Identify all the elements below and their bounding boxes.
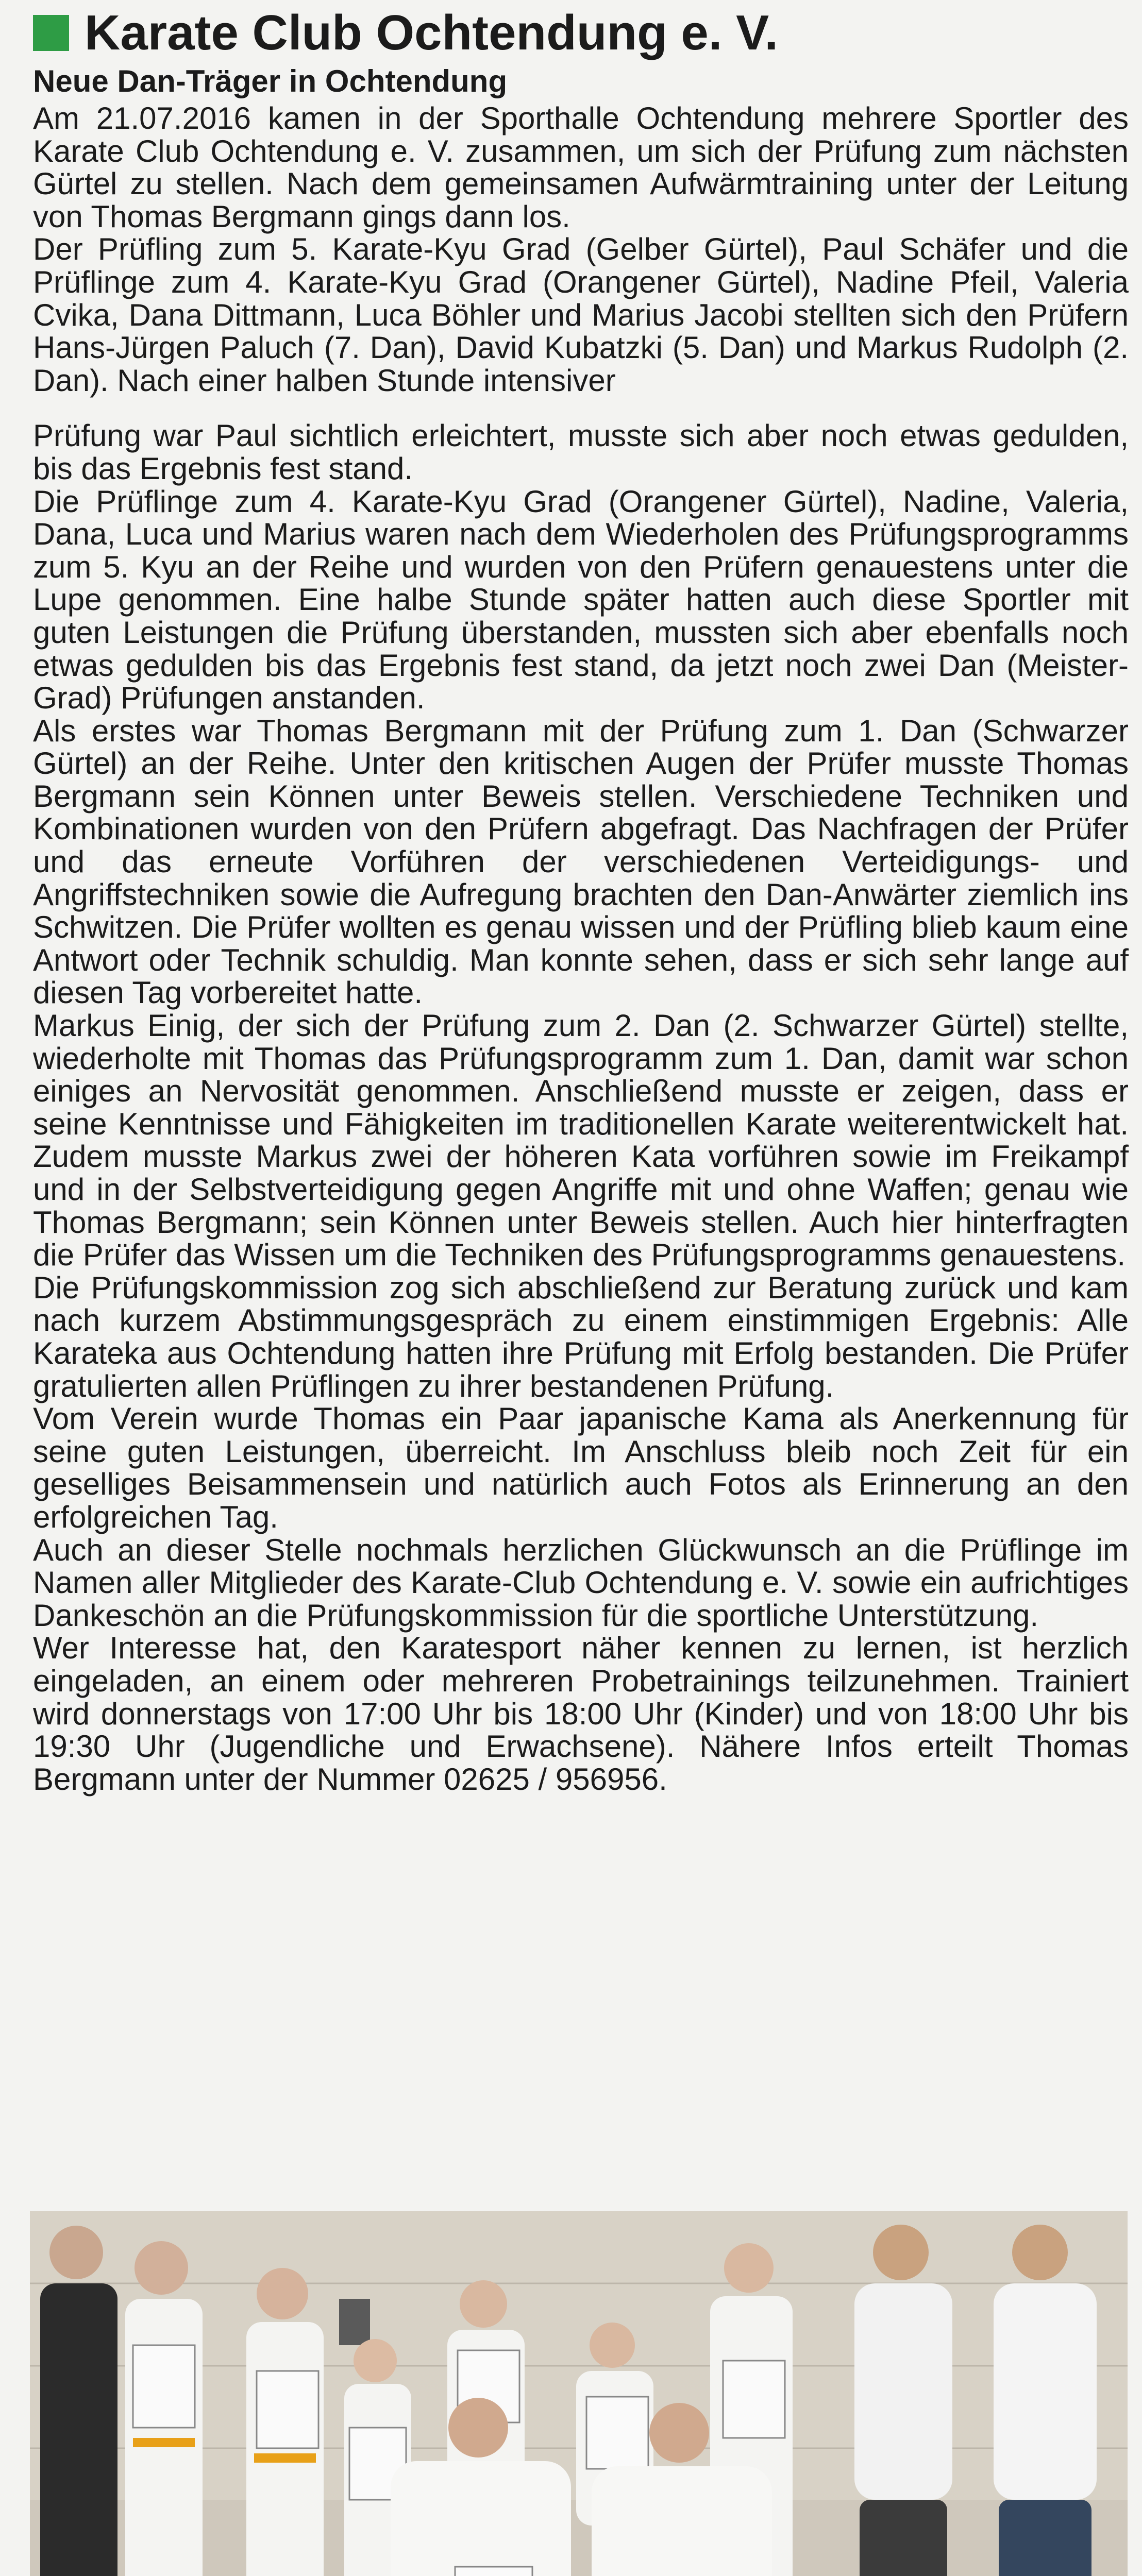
print-gap xyxy=(33,397,1129,419)
article xyxy=(31,3,1129,1795)
green-square-bullet-icon xyxy=(33,15,69,51)
paragraph-first-dan: Als erstes war Thomas Bergmann mit der Prüfung zum 1. Dan (Schwarzer Gürtel) an der Reihe. Unter den kritischen Augen der Prüfer musste Thomas Bergmann sein Können unter Beweis stellen. Verschiedene Techniken und Kombinationen wurden von den Prüfern abgefragt. Das Nachfragen der Prüfer und das erneute Vorführen der verschiedenen Verteidigungs- und Angriffstechniken sowie die Aufregung brachten den Dan-Anwärter ziemlich ins Schwitzen. Die Prüfer wollten es genau wissen und der Prüfling blieb kaum eine Antwort oder Technik schuldig. Man konnte sehen, dass er sich sehr lange auf diesen Tag vorbereitet hatte. xyxy=(33,713,1129,1010)
article-body xyxy=(33,102,1129,1795)
group-photo xyxy=(30,2211,1128,2576)
article-heading xyxy=(31,3,1129,63)
paragraph-training-info: Wer Interesse hat, den Karatesport näher kennen zu lernen, ist herzlich eingeladen, an einem oder mehreren Probetrainings teilzunehmen. Trainiert wird donnerstags von 17:00 Uhr bis 18:00 Uhr (Kinder) und von 18:00 Uhr bis 19:30 Uhr (Jugendliche und Erwachsene). Nähere Infos erteilt Thomas Bergmann unter der Nummer 02625 / 956956. xyxy=(33,1631,1129,1797)
paragraph-kama-gift: Vom Verein wurde Thomas ein Paar japanische Kama als Anerkennung für seine guten Leistungen, überreicht. Im Anschluss bleib noch Zeit für ein geselliges Beisammensein und natürlich auch Fotos als Erinnerung an den erfolgreichen Tag. xyxy=(33,1401,1129,1534)
paragraph-commission-result: Die Prüfungskommission zog sich abschließend zur Beratung zurück und kam nach kurzem Abstimmungsgespräch zu einem einstimmigen Ergebnis: Alle Karateka aus Ochtendung hatten ihre Prüfung mit Erfolg bestanden. Die Prüfer gratulierten allen Prüflingen zu ihrer bestandenen Prüfung. xyxy=(33,1270,1129,1403)
paragraph-second-dan: Markus Einig, der sich der Prüfung zum 2. Dan (2. Schwarzer Gürtel) stellte, wiederholte mit Thomas das Prüfungsprogramm zum 1. Dan, damit war schon einiges an Nervosität genommen. Anschließend musste er zeigen, dass er seine Kenntnisse und Fähigkeiten im traditionellen Karate weiterentwickelt hat. Zudem musste Markus zwei der höheren Kata vorführen sowie im Freikampf und in der Selbstverteidigung gegen Angriffe mit und ohne Waffen; genau wie Thomas Bergmann; sein Können unter Beweis stellen. Auch hier hinterfragten die Prüfer das Wissen um die Techniken des Prüfungsprogramms genauestens. xyxy=(33,1008,1129,1273)
group-photo-illustration xyxy=(30,2211,1128,2576)
paragraph-orange-belt: Die Prüflinge zum 4. Karate-Kyu Grad (Orangener Gürtel), Nadine, Valeria, Dana, Luca und Marius waren nach dem Wiederholen des Prüfungsprogramms zum 5. Kyu an der Reihe und wurden von den Prüfern genauestens unter die Lupe genommen. Eine halbe Stunde später hatten auch diese Sportler mit guten Leistungen die Prüfung überstanden, mussten sich aber ebenfalls noch etwas gedulden bis das Ergebnis fest stand, da jetzt noch zwei Dan (Meister-Grad) Prüfungen anstanden. xyxy=(33,484,1129,716)
paragraph-congratulations: Auch an dieser Stelle nochmals herzlichen Glückwunsch an die Prüflinge im Namen aller Mitglieder des Karate-Club Ochtendung e. V. sowie ein aufrichtiges Dankeschön an die Prüfungskommission für die sportliche Unterstützung. xyxy=(33,1532,1129,1633)
paragraph-kyu-candidates: Der Prüfling zum 5. Karate-Kyu Grad (Gelber Gürtel), Paul Schäfer und die Prüflinge zum 4. Karate-Kyu Grad (Orangener Gürtel), Nadine Pfeil, Valeria Cvika, Dana Dittmann, Luca Böhler und Marius Jacobi stellten sich den Prüfern Hans-Jürgen Paluch (7. Dan), David Kubatzki (5. Dan) und Markus Rudolph (2. Dan). Nach einer halben Stunde intensiver xyxy=(33,232,1129,398)
paragraph-paul-result: Prüfung war Paul sichtlich erleichtert, musste sich aber noch etwas gedulden, bis das Ergebnis fest stand. xyxy=(33,418,1129,486)
club-title: Karate Club Ochtendung e. V. xyxy=(85,5,779,60)
article-subtitle: Neue Dan-Träger in Ochtendung xyxy=(33,64,508,98)
paragraph-intro: Am 21.07.2016 kamen in der Sporthalle Ochtendung mehrere Sportler des Karate Club Ochtendung e. V. zusammen, um sich der Prüfung zum nächsten Gürtel zu stellen. Nach dem gemeinsamen Aufwärmtraining unter der Leitung von Thomas Bergmann gings dann los. xyxy=(33,101,1129,234)
